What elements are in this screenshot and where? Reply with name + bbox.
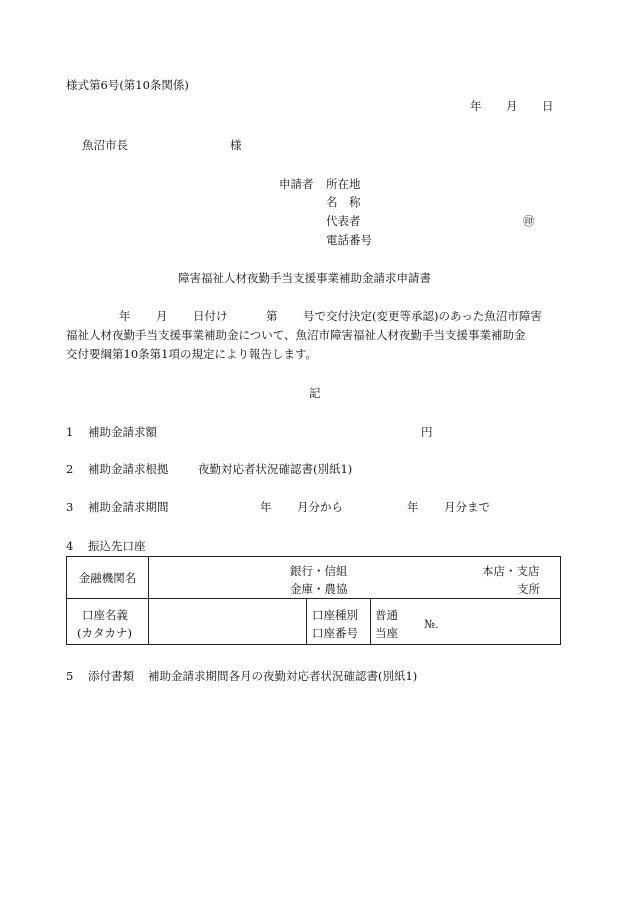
- institution-label: 金融機関名: [78, 570, 137, 585]
- bank-types-2: 金庫・農協: [290, 581, 348, 596]
- addressee-honorific: 様: [230, 138, 242, 152]
- account-value-cell[interactable]: [371, 599, 561, 645]
- addressee-name: 魚沼市長: [82, 138, 128, 152]
- branch-type-1: 本店・支店: [482, 563, 540, 578]
- applicant-field-representative: 代表者: [326, 214, 361, 228]
- date-year: 年: [470, 99, 482, 113]
- account-type-label: 口座種別: [312, 607, 358, 622]
- item-2-number: 2: [66, 462, 74, 476]
- item-3-label: 補助金請求期間: [88, 500, 169, 514]
- body-month: 月: [156, 309, 168, 323]
- account-labels-cell: [307, 599, 371, 645]
- item-5-number: 5: [66, 669, 74, 683]
- item-5-label: 添付書類: [88, 669, 134, 683]
- account-type-ordinary: 普通: [375, 607, 398, 622]
- applicant-field-name: 名 称: [326, 195, 361, 209]
- bank-row-institution: [67, 557, 561, 599]
- item-3-year-to: 年: [407, 500, 419, 514]
- date-month: 月: [506, 99, 518, 113]
- institution-label-cell: [67, 557, 149, 599]
- item-1-unit: 円: [421, 425, 433, 439]
- item-2-value: 夜勤対応者状況確認書(別紙1): [198, 462, 353, 476]
- item-5-value: 補助金請求期間各月の夜勤対応者状況確認書(別紙1): [148, 669, 418, 683]
- body-line1-rest: 号で交付決定(変更等承認)のあった魚沼市障害: [303, 309, 542, 323]
- item-1-number: 1: [66, 425, 74, 439]
- applicant-field-address: 所在地: [326, 177, 361, 191]
- item-4-label: 振込先口座: [88, 539, 146, 553]
- form-number: 様式第6号(第10条関係): [66, 78, 189, 92]
- item-3-year-from: 年: [260, 500, 272, 514]
- bank-types-1: 銀行・信組: [290, 563, 348, 578]
- body-line2: 福祉人材夜勤手当支援事業補助金について、魚沼市障害福祉人材夜勤手当支援事業補助金: [66, 328, 526, 342]
- holder-label-2: (カタカナ): [77, 625, 132, 640]
- applicant-field-phone: 電話番号: [326, 233, 372, 247]
- applicant-label: 申請者: [279, 177, 314, 191]
- bank-row-holder: [67, 599, 561, 645]
- body-dated: 日付け: [193, 309, 228, 323]
- holder-label-1: 口座名義: [82, 607, 128, 622]
- institution-value-cell[interactable]: [149, 557, 561, 599]
- account-type-current: 当座: [375, 625, 398, 640]
- item-3-number: 3: [66, 500, 74, 514]
- account-no-label: №.: [424, 616, 439, 631]
- item-2-label: 補助金請求根拠: [88, 462, 169, 476]
- seal-mark: ㊞: [523, 214, 535, 228]
- body-year: 年: [119, 309, 131, 323]
- item-4-number: 4: [66, 539, 74, 553]
- item-3-to: 月分まで: [444, 500, 490, 514]
- holder-name-cell[interactable]: [149, 599, 307, 645]
- document-title: 障害福祉人材夜勤手当支援事業補助金請求申請書: [178, 271, 431, 285]
- account-number-label: 口座番号: [312, 625, 358, 640]
- branch-type-2: 支所: [517, 581, 540, 596]
- item-1-label: 補助金請求額: [88, 425, 157, 439]
- holder-label-cell: [67, 599, 149, 645]
- date-day: 日: [542, 99, 554, 113]
- ki-heading: 記: [309, 386, 321, 400]
- body-dai: 第: [266, 309, 278, 323]
- item-3-from: 月分から: [297, 500, 343, 514]
- bank-account-table: [66, 556, 561, 645]
- body-line3: 交付要綱第10条第1項の規定により報告します。: [66, 347, 318, 361]
